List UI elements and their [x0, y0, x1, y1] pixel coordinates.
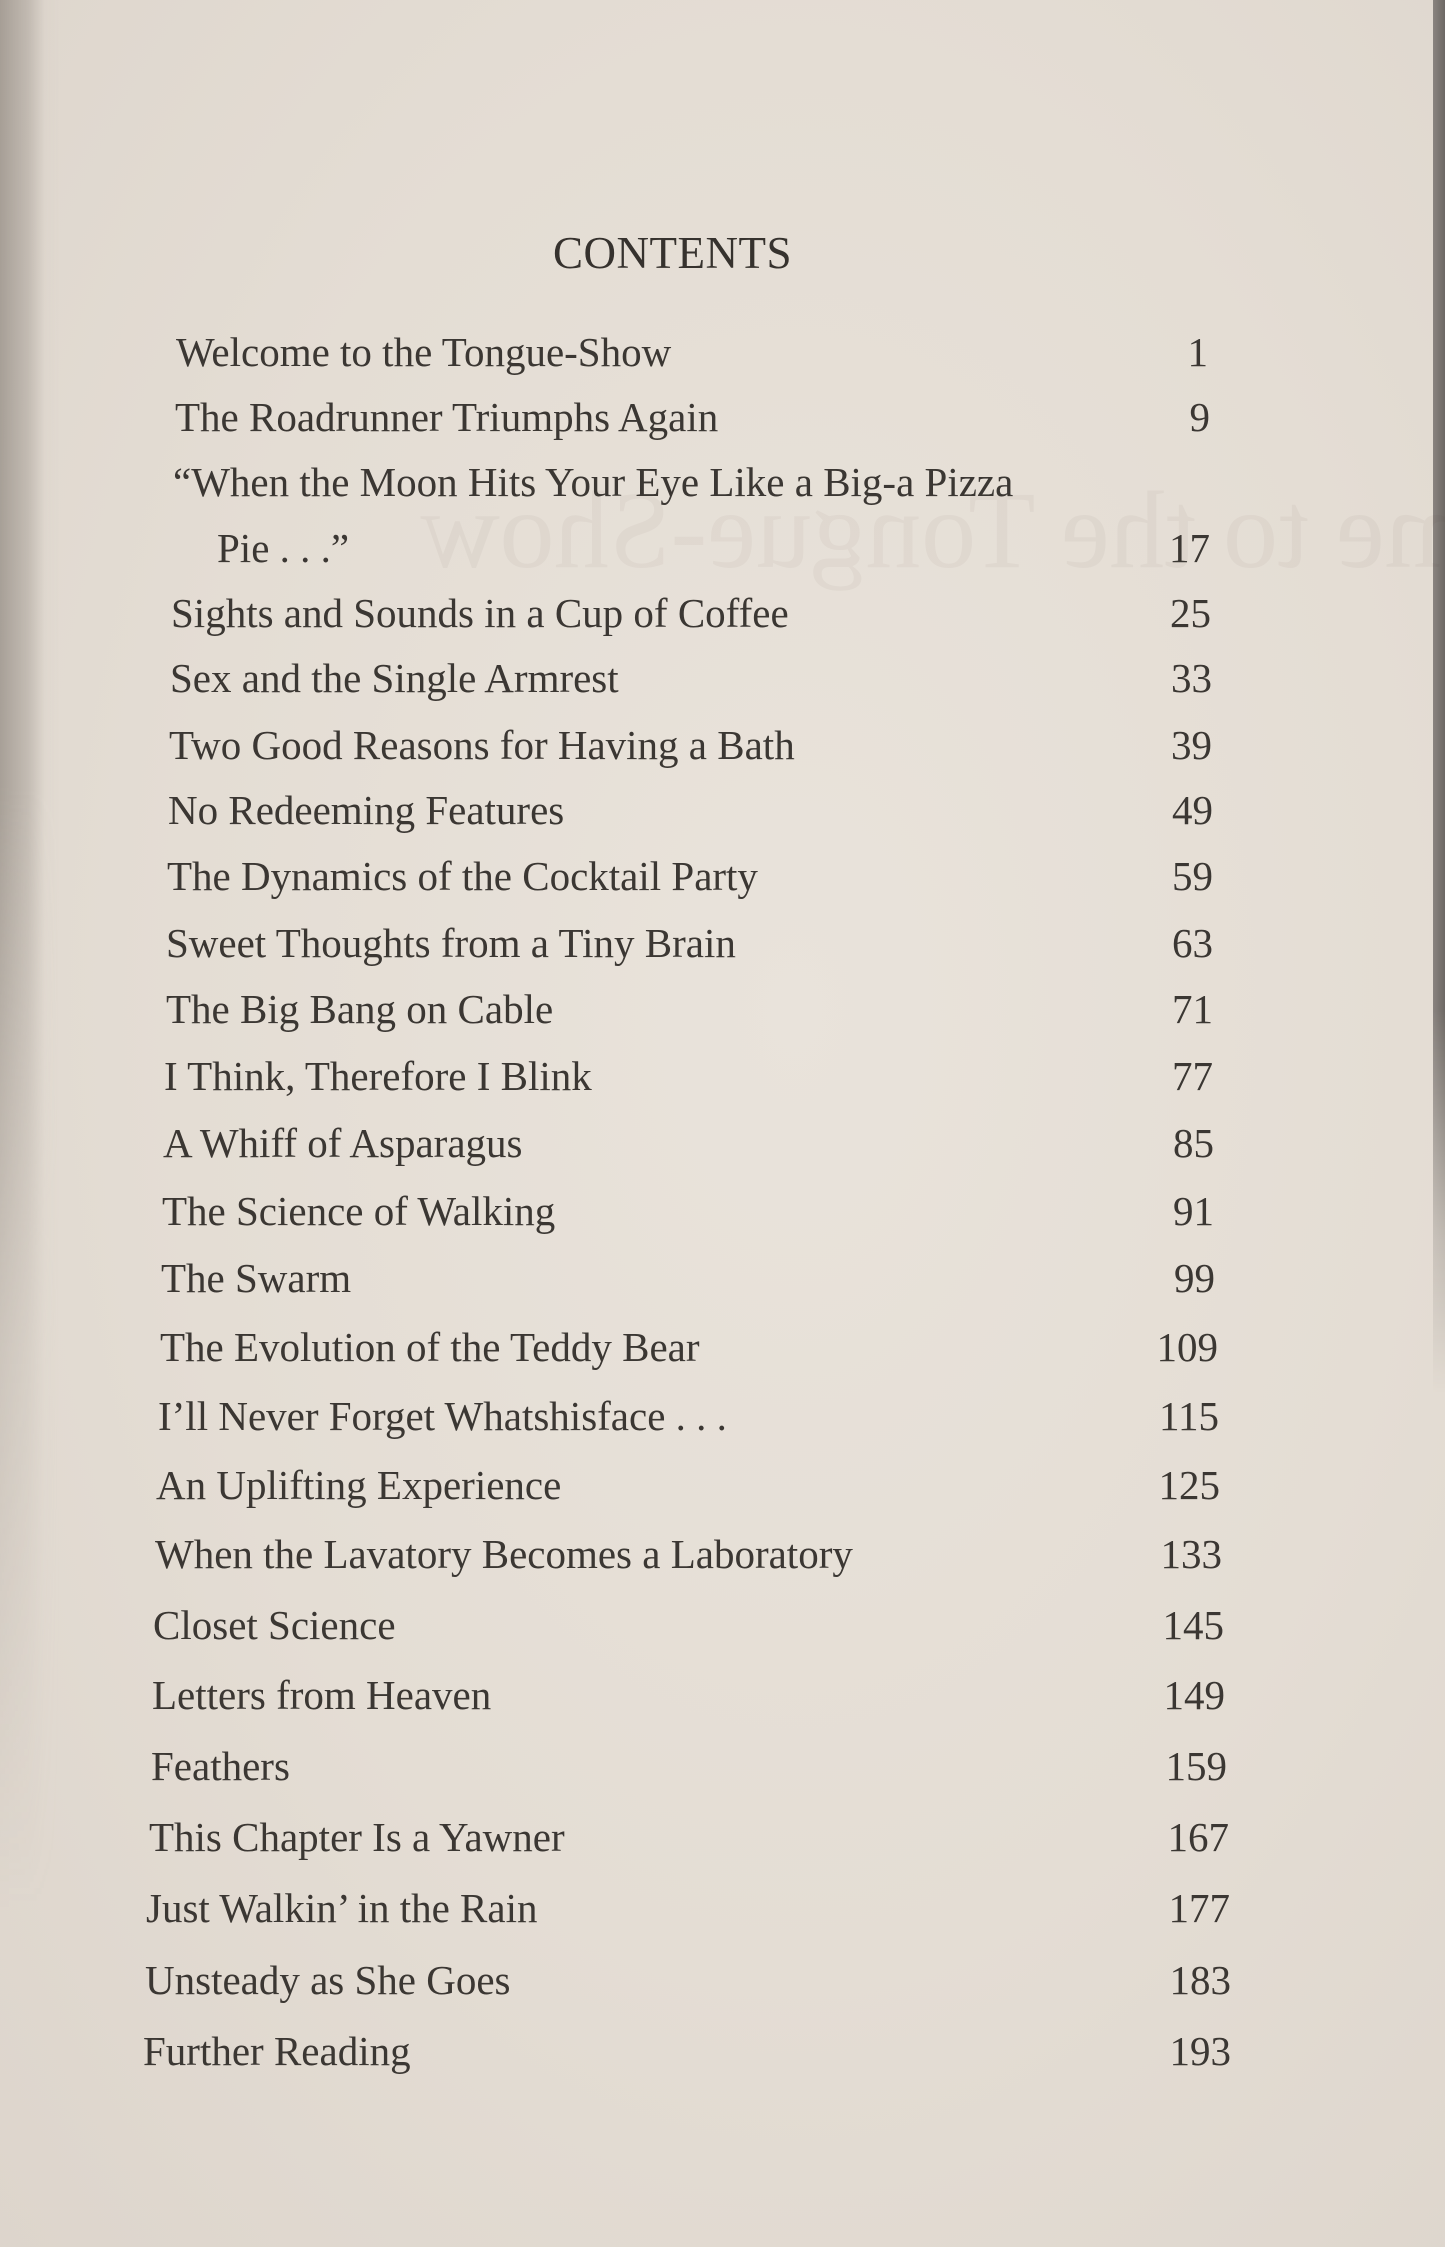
toc-entry-page: 17	[1169, 525, 1210, 571]
toc-entry-page: 39	[1171, 722, 1212, 768]
toc-entry	[176, 327, 1208, 377]
toc-entry-title: Closet Science	[153, 1602, 396, 1648]
toc-entry-title: Letters from Heaven	[152, 1672, 492, 1718]
toc-entry-title: Further Reading	[143, 2028, 411, 2074]
toc-entry-title: Sweet Thoughts from a Tiny Brain	[166, 920, 736, 966]
toc-entry-title: Just Walkin’ in the Rain	[146, 1885, 538, 1931]
toc-entry-continuation	[173, 523, 1210, 573]
toc-entry-page: 9	[1189, 394, 1210, 440]
toc-entry	[163, 1118, 1214, 1168]
toc-entry-title: The Evolution of the Teddy Bear	[160, 1324, 700, 1370]
toc-entry	[152, 1670, 1225, 1720]
toc-entry	[149, 1812, 1229, 1862]
toc-entry-page: 133	[1160, 1531, 1222, 1577]
toc-entry-title: Two Good Reasons for Having a Bath	[169, 722, 795, 768]
toc-entry-title: I Think, Therefore I Blink	[164, 1053, 592, 1099]
toc-entry-title: This Chapter Is a Yawner	[149, 1814, 565, 1860]
toc-entry-title: A Whiff of Asparagus	[163, 1120, 523, 1166]
toc-entry-title: Sights and Sounds in a Cup of Coffee	[171, 590, 789, 636]
toc-entry	[171, 588, 1211, 638]
toc-entry	[166, 984, 1213, 1034]
toc-entry	[161, 1253, 1215, 1303]
toc-entry-page: 85	[1173, 1120, 1214, 1166]
toc-entry	[153, 1600, 1224, 1650]
toc-entry-page: 125	[1158, 1462, 1220, 1508]
toc-entry-title: Feathers	[151, 1743, 290, 1789]
toc-entry	[156, 1460, 1220, 1510]
toc-entry-page: 177	[1168, 1885, 1230, 1931]
toc-entry	[173, 457, 1210, 507]
toc-entry-page: 63	[1172, 920, 1213, 966]
toc-entry-page: 145	[1162, 1602, 1224, 1648]
toc-entry	[168, 785, 1213, 835]
toc-entry-title: The Science of Walking	[162, 1188, 556, 1234]
toc-entry	[164, 1051, 1213, 1101]
toc-entry-title: No Redeeming Features	[168, 787, 565, 833]
toc-entry-page: 25	[1170, 590, 1211, 636]
toc-entry-page: 99	[1174, 1255, 1215, 1301]
toc-entry-page: 167	[1167, 1814, 1229, 1860]
toc-entry-page: 183	[1169, 1957, 1231, 2003]
toc-entry-page: 71	[1172, 986, 1213, 1032]
toc-entry-page: 33	[1171, 655, 1212, 701]
toc-entry-page: 159	[1165, 1743, 1227, 1789]
toc-entry	[169, 720, 1212, 770]
toc-entry-page: 149	[1163, 1672, 1225, 1718]
toc-entry	[145, 1955, 1231, 2005]
toc-entry	[166, 918, 1213, 968]
toc-entry-title: Welcome to the Tongue-Show	[176, 329, 672, 375]
toc-entry	[162, 1186, 1214, 1236]
toc-entry-page: 77	[1172, 1053, 1213, 1099]
toc-entry-title: The Dynamics of the Cocktail Party	[167, 853, 758, 899]
toc-entry-title: When the Lavatory Becomes a Laboratory	[155, 1531, 853, 1577]
toc-entry-page: 115	[1159, 1393, 1219, 1439]
toc-entry-page: 1	[1187, 329, 1208, 375]
toc-entry	[151, 1741, 1227, 1791]
toc-entry-title: An Uplifting Experience	[156, 1462, 562, 1508]
toc-entry-title: I’ll Never Forget Whatshisface . . .	[158, 1393, 727, 1439]
toc-entry	[158, 1391, 1219, 1441]
toc-entry-title: The Roadrunner Triumphs Again	[175, 394, 719, 440]
toc-entry	[146, 1883, 1230, 1933]
toc-entry-title: Unsteady as She Goes	[145, 1957, 511, 2003]
toc-entry	[167, 851, 1213, 901]
toc-entry-title: The Swarm	[161, 1255, 352, 1301]
toc-entry-page: 59	[1172, 853, 1213, 899]
toc-entry	[143, 2026, 1231, 2076]
toc-entry	[170, 653, 1212, 703]
spine-shadow	[0, 0, 60, 2247]
toc-entry-page: 193	[1169, 2028, 1231, 2074]
toc-entry-title: “When the Moon Hits Your Eye Like a Big-a Pizza	[173, 459, 1014, 505]
toc-entry-page: 49	[1172, 787, 1213, 833]
toc-entry	[155, 1529, 1222, 1579]
page-edge	[1433, 0, 1445, 2247]
toc-entry-title: Sex and the Single Armrest	[170, 655, 619, 701]
toc-entry-title: The Big Bang on Cable	[166, 986, 554, 1032]
toc-entry-page: 109	[1156, 1324, 1218, 1370]
toc-entry	[175, 392, 1210, 442]
toc-entry-page: 91	[1173, 1188, 1214, 1234]
page-title: CONTENTS	[553, 228, 792, 278]
toc-entry	[160, 1322, 1218, 1372]
toc-entry-title: Pie . . .”	[217, 525, 350, 571]
